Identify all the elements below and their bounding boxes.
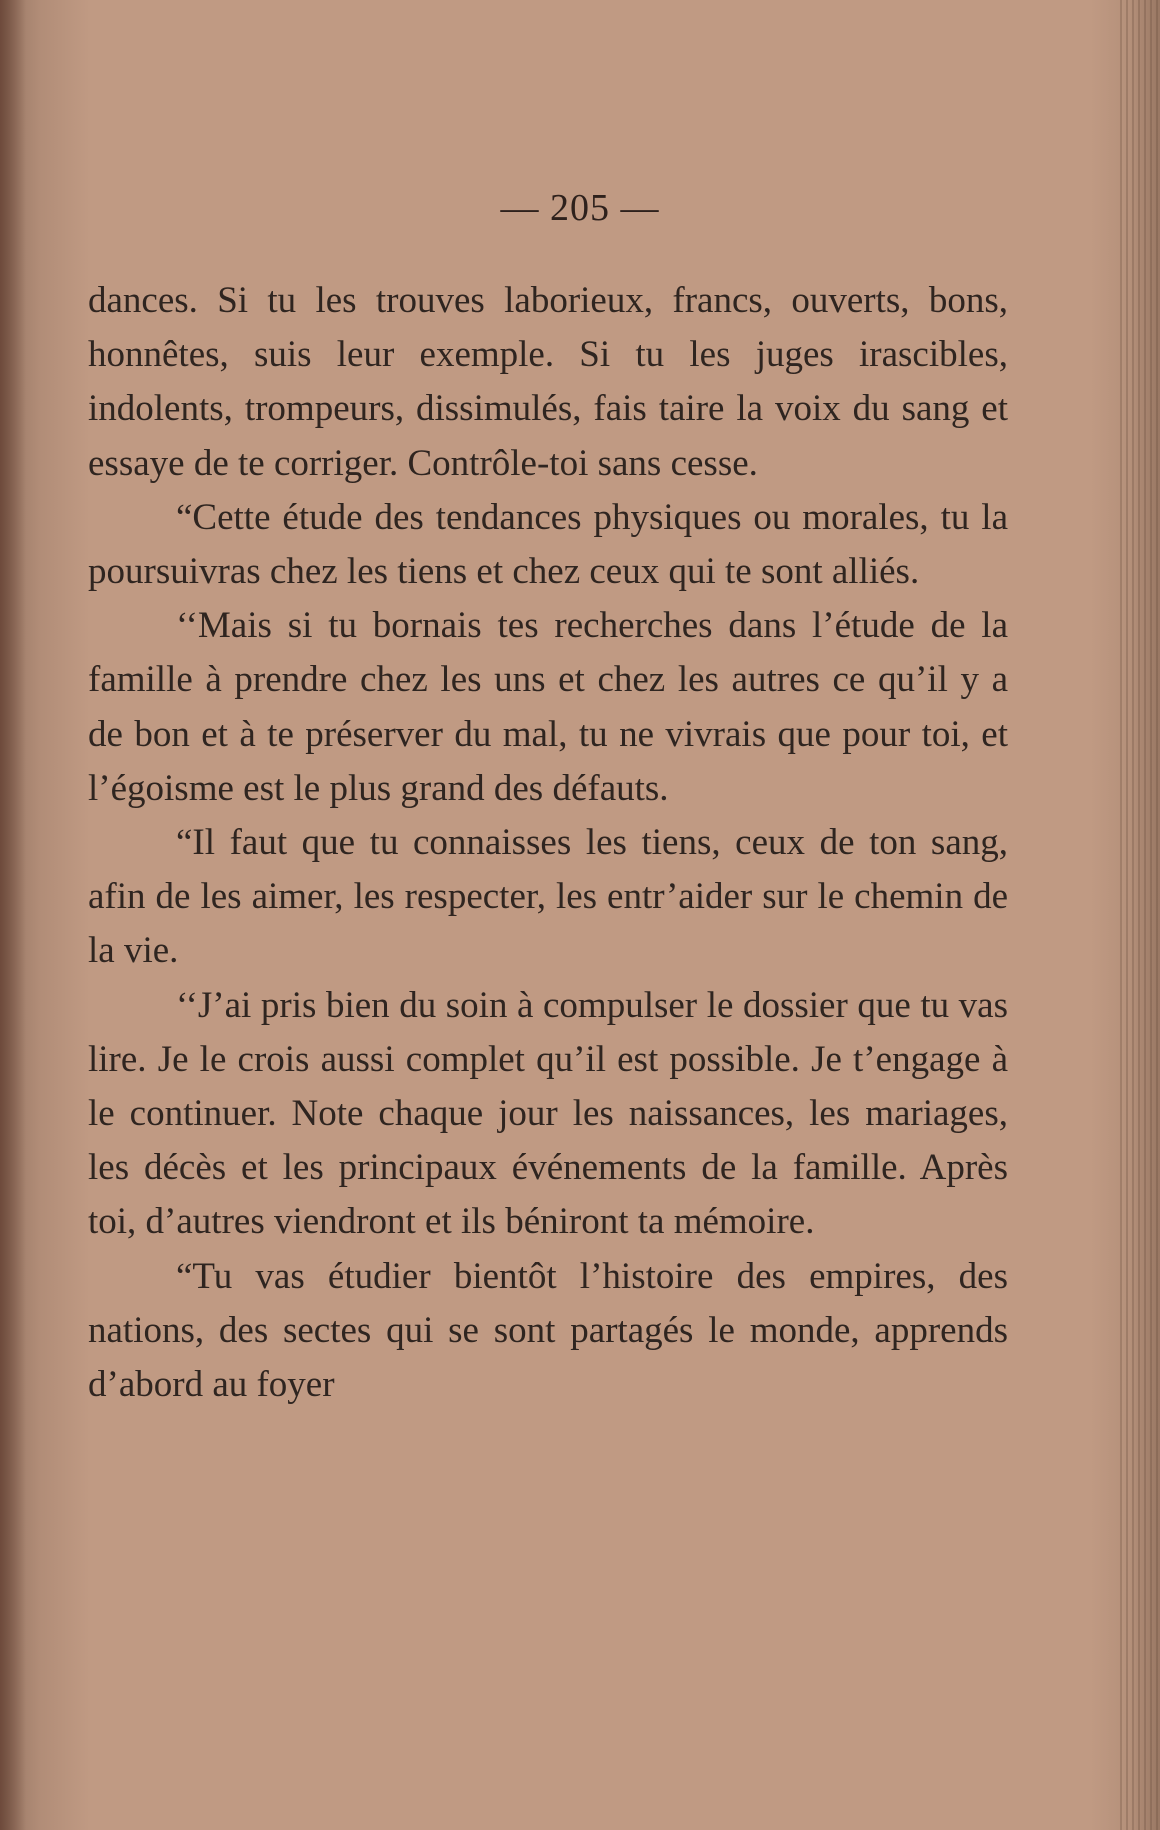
page-number: — 205 — [500, 187, 660, 229]
paragraph: ‘‘J’ai pris bien du soin à compulser le dossier que tu vas lire. Je le crois aussi complet qu’il est possible. Je t’engage à le continuer. Note chaque jour les naissances, les mariages, les décès et les principaux événements de la famille. Après toi, d’autres viendront et ils béniront ta mémoire. [88, 984, 1008, 1243]
page-gutter-shadow [0, 0, 26, 1830]
paragraph: “Tu vas étudier bientôt l’histoire des empires, des nations, des sectes qui se sont partagés le monde, apprends d’abord au foyer [88, 1255, 1008, 1406]
paragraph: “Cette étude des tendances physiques ou morales, tu la poursuivras chez les tiens et chez ceux qui te sont alliés. [88, 496, 1008, 593]
paragraph: dances. Si tu les trouves laborieux, francs, ouverts, bons, honnêtes, suis leur exemple. Si tu les juges irascibles, indolents, trompeurs, dissimulés, fais taire la voix du sang et essaye de te corriger. Contrôle-toi sans cesse. [88, 280, 1008, 484]
body-text [88, 274, 1008, 1412]
page-edge [1120, 0, 1160, 1830]
paragraph: ‘‘Mais si tu bornais tes recherches dans l’étude de la famille à prendre chez les uns et chez les autres ce qu’il y a de bon et à te préserver du mal, tu ne vivrais que pour toi, et l’égoisme est le plus grand des défauts. [88, 605, 1008, 809]
paragraph: “Il faut que tu connaisses les tiens, ceux de ton sang, afin de les aimer, les respecter, les entr’aider sur le chemin de la vie. [88, 822, 1008, 972]
